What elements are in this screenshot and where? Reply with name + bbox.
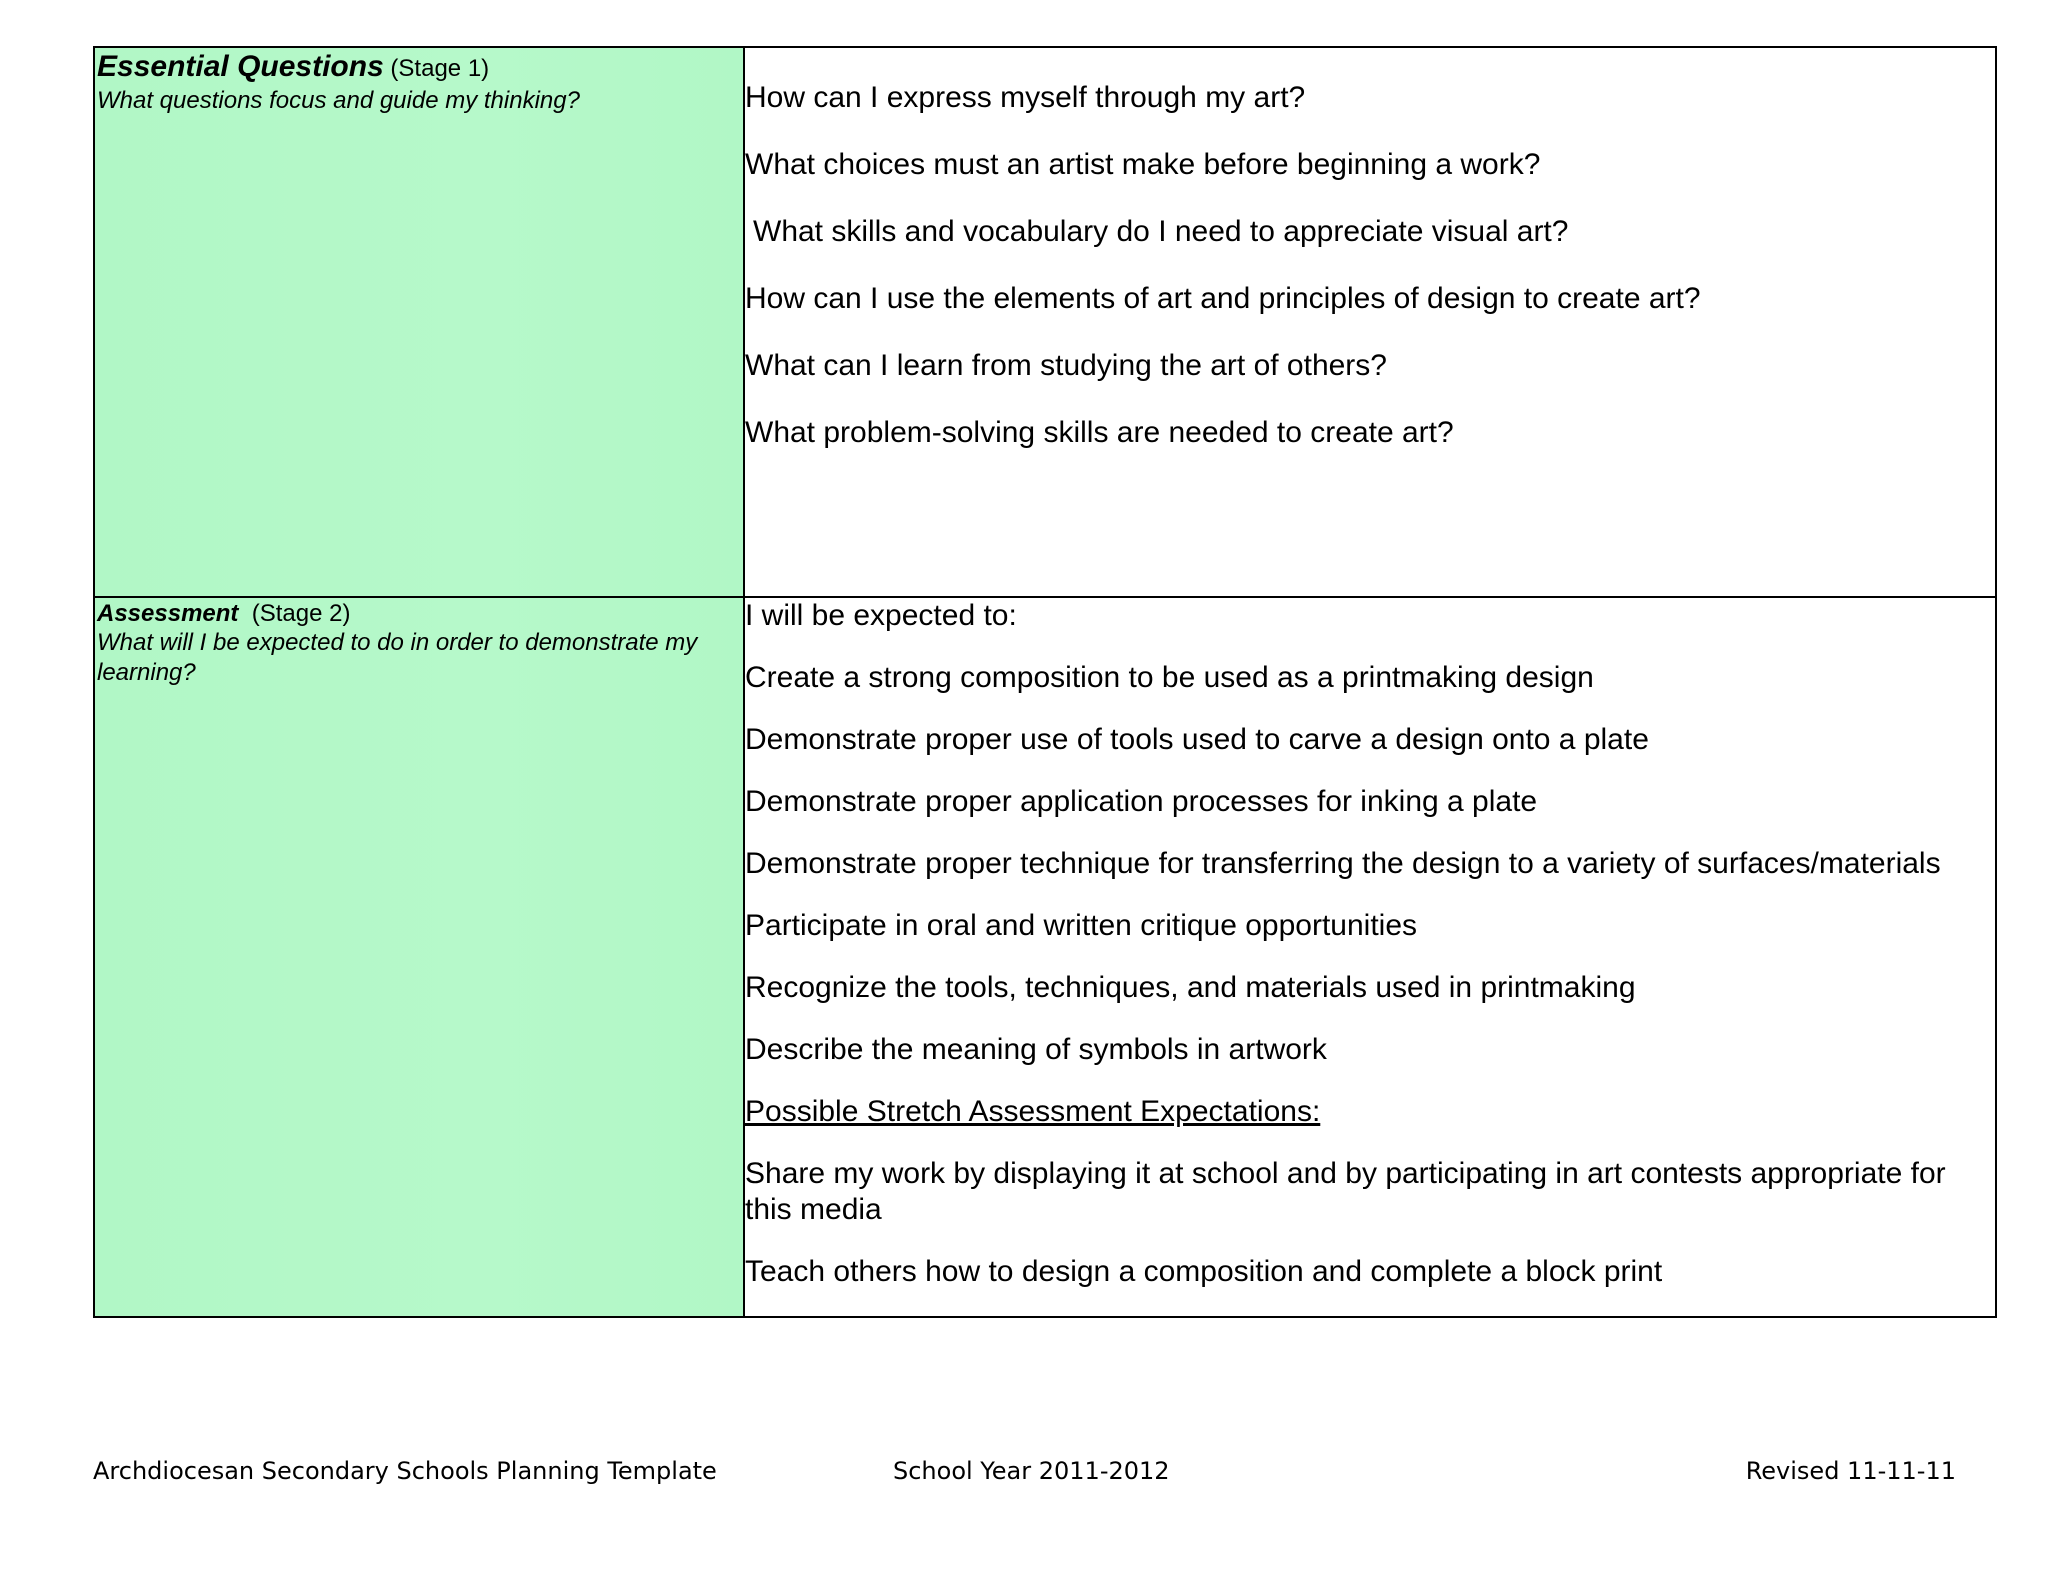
essential-question-item: What problem-solving skills are needed to create art? [745, 416, 1454, 449]
essential-question-item: How can I express myself through my art? [745, 81, 1306, 114]
essential-questions-row [94, 47, 1996, 597]
essential-questions-stage: (Stage 1) [383, 55, 490, 82]
assessment-content-cell [744, 597, 1996, 1317]
assessment-expectation-item: Recognize the tools, techniques, and materials used in printmaking [745, 971, 1636, 1004]
assessment-subtitle: What will I be expected to do in order to demonstrate my learning? [97, 629, 698, 686]
essential-question-item: What choices must an artist make before beginning a work? [745, 148, 1541, 181]
assessment-intro: I will be expected to: [745, 599, 1017, 632]
essential-questions-subtitle: What questions focus and guide my thinking? [97, 87, 580, 114]
assessment-expectation-item: Create a strong composition to be used as a printmaking design [745, 661, 1594, 694]
essential-questions-label-cell [94, 47, 744, 597]
assessment-expectation-item: Demonstrate proper application processes for inking a plate [745, 785, 1538, 818]
essential-questions-list [745, 48, 1993, 451]
stretch-expectation-item: Teach others how to design a composition and complete a block print [745, 1255, 1663, 1288]
essential-question-item: What skills and vocabulary do I need to appreciate visual art? [753, 215, 1569, 248]
assessment-expectation-item: Demonstrate proper technique for transferring the design to a variety of surfaces/materials [745, 847, 1941, 880]
assessment-expectation-item: Describe the meaning of symbols in artwork [745, 1033, 1327, 1066]
essential-questions-heading [97, 50, 741, 86]
assessment-stage: (Stage 2) [238, 600, 351, 627]
planning-table [93, 46, 1997, 1318]
essential-questions-title: Essential Questions [97, 50, 384, 83]
essential-questions-content-cell [744, 47, 1996, 597]
stretch-expectations-list [745, 1156, 1993, 1290]
essential-question-item: How can I use the elements of art and principles of design to create art? [745, 282, 1701, 315]
stretch-expectations-heading: Possible Stretch Assessment Expectations: [745, 1095, 1321, 1128]
assessment-label-cell [94, 597, 744, 1317]
assessment-expectation-item: Demonstrate proper use of tools used to carve a design onto a plate [745, 723, 1649, 756]
assessment-title: Assessment [97, 600, 239, 627]
footer-template-name: Archdiocesan Secondary Schools Planning Template [93, 1457, 717, 1485]
assessment-expectations-list [745, 660, 1993, 1068]
footer-revised-date: Revised 11-11-11 [1745, 1457, 1956, 1485]
assessment-row [94, 597, 1996, 1317]
stretch-expectation-item: Share my work by displaying it at school and by participating in art contests appropriate for this media [745, 1157, 1946, 1226]
footer-school-year: School Year 2011-2012 [893, 1457, 1170, 1485]
essential-question-item: What can I learn from studying the art of others? [745, 349, 1387, 382]
assessment-expectation-item: Participate in oral and written critique opportunities [745, 909, 1418, 942]
assessment-heading [97, 600, 741, 628]
